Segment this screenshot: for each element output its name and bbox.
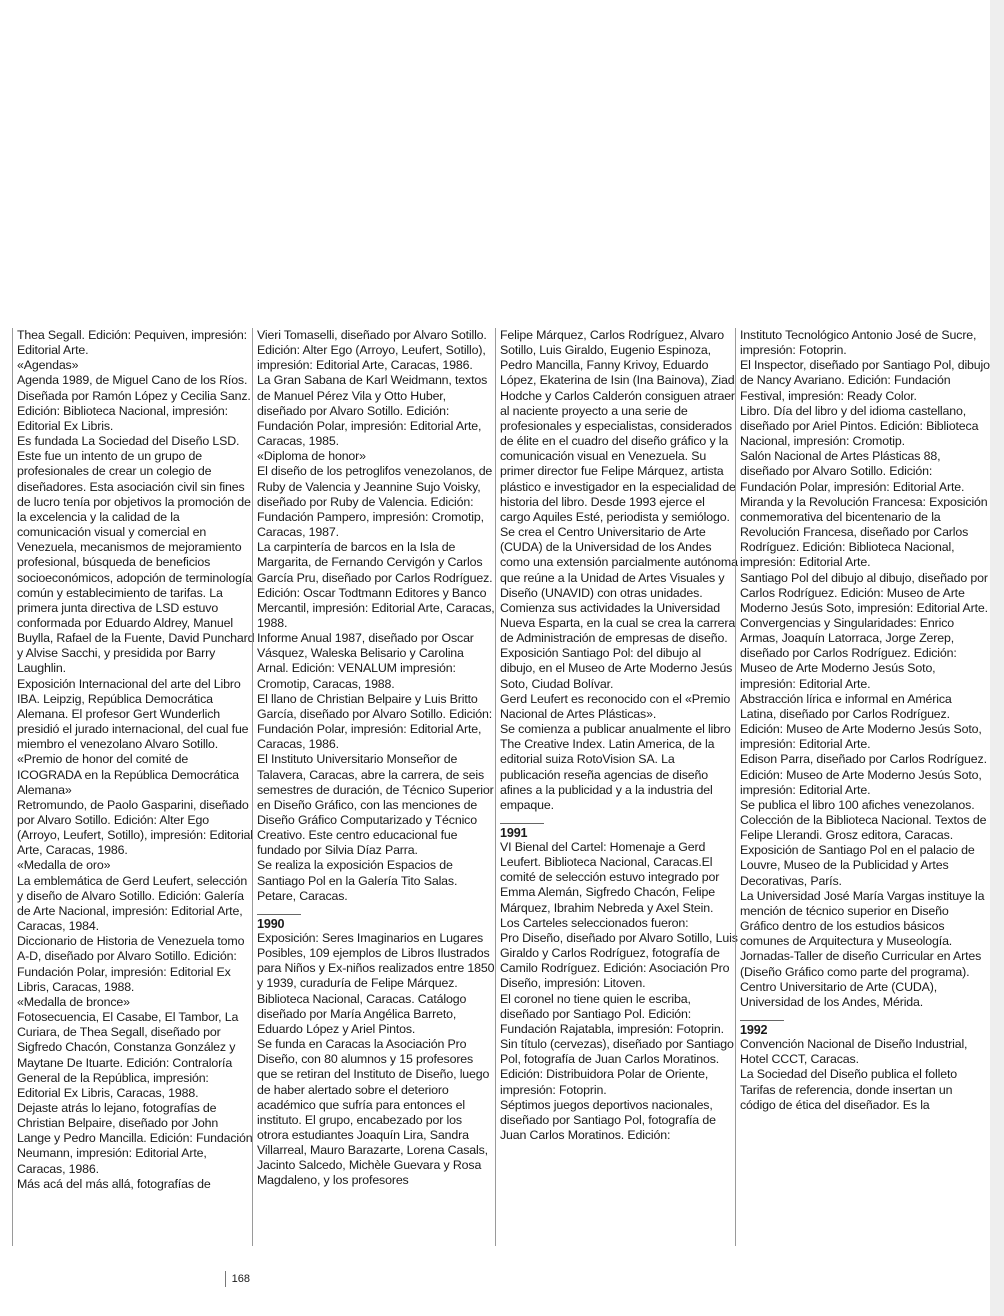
paragraph: Felipe Márquez, Carlos Rodríguez, Alvaro Sotillo, Luis Giraldo, Eugenio Espinoza, Pedro Mancilla, Fanny Krivoy, Eduardo López, Ekaterina de Isin (Ina Bainova), Ziad Hodche y Carlos Calderón consiguen atraer al naciente proyecto a una serie de profesionales y especialistas, considerados de élite en el cuadro del diseño gráfico y la comunicación visual en Venezuela. Su primer director fue Felipe Márquez, artista plástico e investigador en la especialidad de historia del libro. Desde 1993 ejerce el cargo Aquiles Esté, periodista y semiólogo.: [500, 328, 736, 524]
paragraph: Exposición: Seres Imaginarios en Lugares Posibles, 109 ejemplos de Libros Ilustrados para Niños y Ex-niños realizados entre 1850 y 1939, curaduría de Felipe Márquez. Biblioteca Nacional, Caracas. Catálogo diseñado por María Angélica Barreto, Eduardo López y Ariel Pintos.: [257, 930, 495, 1036]
text-column-1: [12, 328, 255, 1246]
paragraph: Es fundada La Sociedad del Diseño LSD. Este fue un intento de un grupo de profesionales de crear un colegio de diseñadores. Esta asociación civil sin fines de lucro tenía por objetivos la promoción de la excelencia y la calidad de la comunicación visual y comercial en Venezuela, mecanismos de mejoramiento profesional, búsqueda de beneficios socioeconómicos, adopción de terminología común y establecimiento de tarifas. La primera junta directiva de LSD estuvo conformada por Eduardo Aldrey, Manuel Buylla, Rafael de la Fuente, David Punchard y Alvise Sacchi, y presidida por Barry Laughlin.: [17, 434, 255, 676]
paragraph: La Sociedad del Diseño publica el folleto Tarifas de referencia, donde insertan un código de ética del diseñador. Es la: [740, 1067, 958, 1112]
text-column-2: [252, 328, 495, 1246]
paragraph: Se comienza a publicar anualmente el libro The Creative Index. Latin America, de la editorial suiza RotoVision SA. La publicación reseña agencias de diseño afines a la publicidad y a la industria del empaque.: [500, 722, 731, 812]
paragraph: La Gran Sabana de Karl Weidmann, textos de Manuel Pérez Vila y Otto Huber, diseñado por Alvaro Sotillo. Edición: Fundación Polar, impresión: Editorial Arte, Caracas, 1985.: [257, 373, 488, 449]
paragraph: El diseño de los petroglifos venezolanos, de Ruby de Valencia y Jeannine Sujo Voisky, diseñado por Ruby de Valencia. Edición: Fundación Pampero, impresión: Cromotip, Caracas, 1987.: [257, 464, 493, 540]
paragraph: La Universidad José María Vargas instituye la mención de técnico superior en Diseño Gráfico dentro de los estudios básicos comunes de Arquitectura y Museología.: [740, 888, 985, 949]
paragraph: Libro. Día del libro y del idioma castellano, diseñado por Ariel Pintos. Edición: Biblioteca Nacional, impresión: Cromotip.: [740, 403, 979, 449]
paragraph: Exposición de Santiago Pol en el palacio de Louvre, Museo de la Publicidad y Artes Decorativas, París.: [740, 843, 975, 888]
paragraph: Santiago Pol del dibujo al dibujo, diseñado por Carlos Rodríguez. Edición: Museo de Arte Moderno Jesús Soto, impresión: Editorial Arte.: [740, 570, 988, 615]
paragraph: Miranda y la Revolución Francesa: Exposición conmemorativa del bicentenario de la Revolución Francesa, diseñado por Carlos Rodríguez. Edición: Biblioteca Nacional, impresión: Editorial Arte.: [740, 494, 988, 570]
paragraph: Se realiza la exposición Espacios de Santiago Pol en la Galería Tito Salas. Petare, Caracas.: [257, 858, 458, 903]
paragraph: Diccionario de Historia de Venezuela tomo A-D, diseñado por Alvaro Sotillo. Edición: Fundación Polar, impresión: Editorial Ex Libris, Caracas, 1988.: [17, 934, 245, 994]
paragraph: Salón Nacional de Artes Plásticas 88, diseñado por Alvaro Sotillo. Edición: Fundación Polar, impresión: Editorial Arte.: [740, 449, 965, 494]
paragraph: Más acá del más allá, fotografías de: [17, 1176, 211, 1191]
paragraph: El coronel no tiene quien le escriba, diseñado por Santiago Pol. Edición: Fundación Rajatabla, impresión: Fotoprin.: [500, 991, 724, 1036]
paragraph: El Instituto Universitario Monseñor de Talavera, Caracas, abre la carrera, de seis semestres de duración, de Técnico Superior en Diseño Gráfico, con las menciones de Diseño Gráfico Computarizado y Técnico Creativo. Este centro educacional fue fundado por Silvia Díaz Parra.: [257, 752, 494, 858]
paragraph: Pro Diseño, diseñado por Alvaro Sotillo, Luis Giraldo y Carlos Rodríguez, fotografía de Camilo Rodríguez. Edición: Asociación Pro Diseño, impresión: Litoven.: [500, 930, 738, 991]
paragraph: Dejaste atrás lo lejano, fotografías de Christian Belpaire, diseñado por John Lange y Pedro Mancilla. Edición: Fundación Neumann, impresión: Editorial Arte, Caracas, 1986.: [17, 1100, 253, 1176]
paragraph: Convergencias y Singularidades: Enrico Armas, Joaquín Latorraca, Jorge Zerep, diseñado por Carlos Rodríguez. Edición: Museo de Arte Moderno Jesús Soto, impresión: Editorial Arte.: [740, 615, 957, 691]
paragraph: Convención Nacional de Diseño Industrial, Hotel CCCT, Caracas.: [740, 1037, 968, 1067]
paragraph: Gerd Leufert es reconocido con el «Premio Nacional de Artes Plásticas».: [500, 691, 731, 721]
paragraph: La carpintería de barcos en la Isla de Margarita, de Fernando Cervigón y Carlos García Pru, diseñado por Carlos Rodríguez. Edición: Oscar Todtmann Editores y Banco Mercantil, impresión: Editorial Arte, Caracas, 1988.: [257, 540, 495, 630]
paragraph: Se publica el libro 100 afiches venezolanos. Colección de la Biblioteca Nacional. Textos de Felipe Llerandi. Grosz editora, Caracas.: [740, 797, 987, 843]
page-edge: [990, 0, 1004, 1316]
paragraph: Se funda en Caracas la Asociación Pro Diseño, con 80 alumnos y 15 profesores que se retiran del Instituto de Diseño, luego de haber alertado sobre el deterioro académico que sufría para entonces el instituto. El grupo, encabezado por los otrora estudiantes Joaquín Lira, Sandra Villarreal, Mauro Barazarte, Lorena Casals, Jacinto Salcedo, Michèle Guevara y Rosa Magdaleno, y los profesores: [257, 1037, 490, 1188]
paragraph: Vieri Tomaselli, diseñado por Alvaro Sotillo. Edición: Alter Ego (Arroyo, Leufert, Sotillo), impresión: Editorial Arte, Caracas, 1986.: [257, 328, 487, 373]
paragraph: Edison Parra, diseñado por Carlos Rodríguez. Edición: Museo de Arte Moderno Jesús Soto, impresión: Editorial Arte.: [740, 752, 987, 797]
page-number: 168: [225, 1271, 252, 1287]
paragraph: Se crea el Centro Universitario de Arte (CUDA) de la Universidad de los Andes como una extensión parcialmente autónoma que reúne a la Unidad de Artes Visuales y Diseño (UNAVID) con otras unidades.: [500, 525, 738, 600]
paragraph: Informe Anual 1987, diseñado por Oscar Vásquez, Waleska Belisario y Carolina Arnal. Edición: VENALUM impresión: Cromotip, Caracas, 1988.: [257, 631, 474, 691]
year-heading: 1990: [257, 911, 495, 931]
paragraph: «Medalla de oro»: [17, 858, 111, 873]
paragraph: Comienza sus actividades la Universidad Nueva Esparta, en la cual se crea la carrera de Administración de empresas de diseño.: [500, 600, 736, 646]
year-heading: 1992: [740, 1017, 990, 1037]
paragraph: Thea Segall. Edición: Pequiven, impresión: Editorial Arte.: [17, 328, 247, 358]
paragraph: Los Carteles seleccionados fueron:: [500, 915, 689, 930]
paragraph: Instituto Tecnológico Antonio José de Sucre, impresión: Fotoprin.: [740, 328, 977, 358]
paragraph: La emblemática de Gerd Leufert, selección y diseño de Alvaro Sotillo. Edición: Galería de Arte Nacional, impresión: Editorial Arte, Caracas, 1984.: [17, 873, 248, 934]
text-column-3: [495, 328, 738, 1246]
paragraph: «Premio de honor del comité de ICOGRADA en la República Democrática Alemana»: [17, 752, 239, 797]
text-column-4: [735, 328, 990, 1246]
paragraph: «Medalla de bronce»: [17, 994, 130, 1009]
paragraph: VI Bienal del Cartel: Homenaje a Gerd Leufert. Biblioteca Nacional, Caracas.El comité de selección estuvo integrado por Emma Alemán, Sigfredo Chacón, Felipe Márquez, Ibrahim Nebreda y Axel Stein.: [500, 840, 720, 915]
paragraph: Agenda 1989, de Miguel Cano de los Ríos. Diseñada por Ramón López y Cecilia Sanz. Edición: Biblioteca Nacional, impresión: Editorial Ex Libris.: [17, 373, 251, 433]
paragraph: Jornadas-Taller de diseño Curricular en Artes (Diseño Gráfico como parte del programa). Centro Universitario de Arte (CUDA), Universidad de los Andes, Mérida.: [740, 949, 982, 1009]
paragraph: «Agendas»: [17, 358, 79, 373]
paragraph: «Diploma de honor»: [257, 449, 366, 464]
paragraph: Sin título (cervezas), diseñado por Santiago Pol, fotografía de Juan Carlos Moratinos. Edición: Distribuidora Polar de Oriente, impresión: Fotoprin.: [500, 1037, 734, 1097]
paragraph: Retromundo, de Paolo Gasparini, diseñado por Alvaro Sotillo. Edición: Alter Ego (Arroyo, Leufert, Sotillo), impresión: Editorial Arte, Caracas, 1986.: [17, 797, 253, 858]
paragraph: El llano de Christian Belpaire y Luis Britto García, diseñado por Alvaro Sotillo. Edición: Fundación Polar, impresión: Editorial Arte, Caracas, 1986.: [257, 691, 493, 752]
paragraph: El Inspector, diseñado por Santiago Pol, dibujo de Nancy Avariano. Edición: Fundación Festival, impresión: Ready Color.: [740, 358, 990, 403]
year-heading: 1991: [500, 820, 738, 840]
paragraph: Exposición Internacional del arte del Libro IBA. Leipzig, República Democrática Alemana. El profesor Gert Wunderlich presidió el jurado internacional, del cual fue miembro el venezolano Alvaro Sotillo.: [17, 676, 249, 752]
paragraph: Séptimos juegos deportivos nacionales, diseñado por Santiago Pol, fotografía de Juan Carlos Moratinos. Edición:: [500, 1097, 716, 1142]
paragraph: Exposición Santiago Pol: del dibujo al dibujo, en el Museo de Arte Moderno Jesús Soto, Ciudad Bolívar.: [500, 646, 733, 691]
paragraph: Abstracción lírica e informal en América Latina, diseñado por Carlos Rodríguez. Edición: Museo de Arte Moderno Jesús Soto, impresión: Editorial Arte.: [740, 691, 982, 752]
paragraph: Fotosecuencia, El Casabe, El Tambor, La Curiara, de Thea Segall, diseñado por Sigfredo Chacón, Constanza González y Maytane De Ituarte. Edición: Contraloría General de la República, impresión: Editorial Ex Libris, Caracas, 1988.: [17, 1010, 239, 1100]
